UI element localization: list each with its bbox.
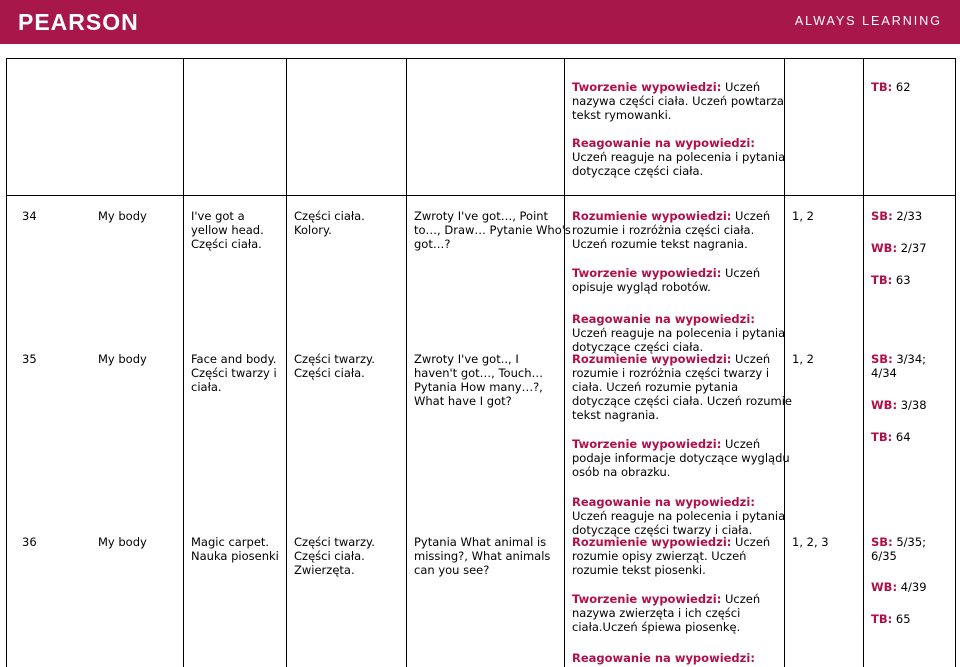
wb-ref: WB: 4/39 <box>871 580 927 594</box>
lesson-title: My body <box>98 209 147 223</box>
col-divider <box>564 58 565 667</box>
tworzenie-block: Tworzenie wypowiedzi: Uczeń opisuje wygląd robotów. <box>572 266 761 294</box>
line: Uczeń <box>724 80 761 94</box>
reagowanie-block: Reagowanie na wypowiedzi: Uczeń reaguje na polecenia i pytania dotyczące części twarzy i ciała. <box>572 495 786 537</box>
line: podaje informacje dotyczące wyglądu <box>572 451 790 465</box>
structure-line: Pytania What animal is <box>414 535 547 549</box>
structure-line: Zwroty I've got…, Point <box>414 209 549 223</box>
structure-line: to…, Draw… Pytanie Who's <box>414 223 571 237</box>
structure-line: missing?, What animals <box>414 549 551 563</box>
lesson-number: 36 <box>22 535 37 549</box>
tagline: ALWAYS LEARNING <box>794 14 942 28</box>
skills: 1, 2 <box>792 352 814 366</box>
reagowanie-label: Reagowanie na wypowiedzi <box>572 312 751 326</box>
vocab-line: Części twarzy. <box>294 352 375 366</box>
topic-line: Face and body. <box>191 352 277 366</box>
row-divider <box>6 195 956 196</box>
sb-value: 2/33 <box>896 209 923 223</box>
lesson-topic <box>191 535 279 563</box>
structure-line: got…? <box>414 237 451 251</box>
tb-ref: TB: 64 <box>871 430 911 444</box>
line: dotyczące części ciała. Uczeń rozumie <box>572 394 793 408</box>
line: Uczeń <box>735 535 771 549</box>
tb-value: 65 <box>895 612 911 626</box>
tb-label: TB <box>871 430 888 444</box>
topic-line: I've got a <box>191 209 245 223</box>
tb-label: TB <box>871 80 888 94</box>
tb-value: 64 <box>895 430 911 444</box>
tworzenie-block: Tworzenie wypowiedzi: Uczeń podaje informacje dotyczące wyglądu osób na obrazku. <box>572 437 790 479</box>
tb-ref: TB: 65 <box>871 612 911 626</box>
structure-line: haven't got…, Touch… <box>414 366 543 380</box>
lesson-vocab <box>294 209 365 237</box>
tworzenie-label: Tworzenie wypowiedzi <box>572 266 717 280</box>
pearson-logo: PEARSON <box>18 9 139 35</box>
wb-label: WB <box>871 580 893 594</box>
structure-line: Zwroty I've got.., I <box>414 352 519 366</box>
line: Uczeń reaguje na polecenia i pytania <box>572 150 786 164</box>
line: ciała.Uczeń śpiewa piosenkę. <box>572 620 741 634</box>
reagowanie-block: Reagowanie na wypowiedzi: <box>572 651 755 665</box>
wb-value: 3/38 <box>900 398 927 412</box>
tb-label: TB <box>871 612 888 626</box>
line: dotyczące części twarzy i ciała. <box>572 523 753 537</box>
lesson-topic <box>191 209 264 251</box>
topic-line: yellow head. <box>191 223 264 237</box>
vocab-line: Części ciała. <box>294 549 365 563</box>
sb-ref: SB: 3/34; 4/34 <box>871 352 927 380</box>
tworzenie-label: Tworzenie wypowiedzi <box>572 592 717 606</box>
wb-label: WB <box>871 241 893 255</box>
wb-ref: WB: 3/38 <box>871 398 927 412</box>
table-top-border <box>6 58 956 59</box>
tb-value: 63 <box>895 273 911 287</box>
structure-line: What have I got? <box>414 394 512 408</box>
lesson-structures <box>414 209 571 251</box>
tb-label: TB <box>871 273 888 287</box>
tworzenie-label: Tworzenie wypowiedzi <box>572 437 717 451</box>
lesson-topic <box>191 352 277 394</box>
line: nazywa części ciała. Uczeń powtarza <box>572 94 784 108</box>
vocab-line: Części ciała. <box>294 209 365 223</box>
col-divider <box>863 58 864 667</box>
lesson-structures <box>414 535 550 577</box>
line: Uczeń <box>724 266 761 280</box>
skills: 1, 2 <box>792 209 814 223</box>
top-tb: TB: 62 <box>871 80 911 94</box>
reagowanie-block: Reagowanie na wypowiedzi: Uczeń reaguje na polecenia i pytania dotyczące części ciała. <box>572 312 786 354</box>
topic-line: Magic carpet. <box>191 535 270 549</box>
lesson-vocab <box>294 352 375 380</box>
reagowanie-label: Reagowanie na wypowiedzi <box>572 495 751 509</box>
line: Uczeń rozumie tekst nagrania. <box>572 237 748 251</box>
line: ciała. Uczeń rozumie pytania <box>572 380 739 394</box>
line: Uczeń reaguje na polecenia i pytania <box>572 326 786 340</box>
topic-line: Części ciała. <box>191 237 262 251</box>
tworzenie-label: Tworzenie wypowiedzi <box>572 80 717 94</box>
rozumienie-block: Rozumienie wypowiedzi: Uczeń rozumie i rozróżnia części ciała. Uczeń rozumie tekst nagrania. <box>572 209 771 251</box>
rozumienie-label: Rozumienie wypowiedzi <box>572 352 727 366</box>
rozumienie-block: Rozumienie wypowiedzi: Uczeń rozumie i rozróżnia części twarzy i ciała. Uczeń rozumie pytania dotyczące części ciała. Uczeń rozumie tekst nagrania. <box>572 352 793 422</box>
line: rozumie tekst piosenki. <box>572 563 706 577</box>
sb-value: 3/34; <box>896 352 927 366</box>
wb-label: WB <box>871 398 893 412</box>
vocab-line: Części ciała. <box>294 366 365 380</box>
line: rozumie i rozróżnia części twarzy i <box>572 366 770 380</box>
structure-line: Pytania How many…?, <box>414 380 543 394</box>
vocab-line: Części twarzy. <box>294 535 375 549</box>
wb-value: 4/39 <box>900 580 927 594</box>
line: tekst rymowanki. <box>572 108 672 122</box>
line: Uczeń <box>724 437 761 451</box>
structure-line: can you see? <box>414 563 490 577</box>
rozumienie-block: Rozumienie wypowiedzi: Uczeń rozumie opisy zwierząt. Uczeń rozumie tekst piosenki. <box>572 535 771 577</box>
skills: 1, 2, 3 <box>792 535 829 549</box>
sb-value: 6/35 <box>871 549 897 563</box>
wb-value: 2/37 <box>900 241 927 255</box>
lesson-vocab <box>294 535 375 577</box>
vocab-line: Kolory. <box>294 223 332 237</box>
topic-line: Części twarzy i <box>191 366 277 380</box>
topic-line: ciała. <box>191 380 222 394</box>
line: osób na obrazku. <box>572 465 671 479</box>
lesson-number: 35 <box>22 352 37 366</box>
tworzenie-block: Tworzenie wypowiedzi: Uczeń nazywa zwierzęta i ich części ciała.Uczeń śpiewa piosenkę. <box>572 592 761 634</box>
line: rozumie i rozróżnia części ciała. <box>572 223 755 237</box>
line: opisuje wygląd robotów. <box>572 280 711 294</box>
line: nazywa zwierzęta i ich części <box>572 606 741 620</box>
sb-value: 4/34 <box>871 366 897 380</box>
sb-label: SB <box>871 352 889 366</box>
top-reagowanie: Reagowanie na wypowiedzi: Uczeń reaguje na polecenia i pytania dotyczące części ciała. <box>572 136 786 178</box>
line: Uczeń reaguje na polecenia i pytania <box>572 509 786 523</box>
sb-value: 5/35; <box>896 535 927 549</box>
sb-label: SB <box>871 209 889 223</box>
rozumienie-label: Rozumienie wypowiedzi <box>572 535 727 549</box>
line: Uczeń <box>735 352 771 366</box>
line: dotyczące części ciała. <box>572 340 704 354</box>
line: dotyczące części ciała. <box>572 164 704 178</box>
tb-value: 62 <box>895 80 911 94</box>
lesson-structures <box>414 352 543 408</box>
col-divider <box>6 58 7 667</box>
topic-line: Nauka piosenki <box>191 549 279 563</box>
line: Uczeń <box>724 592 761 606</box>
rozumienie-label: Rozumienie wypowiedzi <box>572 209 727 223</box>
col-divider <box>955 58 956 667</box>
vocab-line: Zwierzęta. <box>294 563 355 577</box>
reagowanie-label: Reagowanie na wypowiedzi <box>572 136 751 150</box>
reagowanie-label: Reagowanie na wypowiedzi <box>572 651 751 665</box>
wb-ref: WB: 2/37 <box>871 241 927 255</box>
line: tekst nagrania. <box>572 408 659 422</box>
tb-ref: TB: 63 <box>871 273 911 287</box>
line: rozumie opisy zwierząt. Uczeń <box>572 549 747 563</box>
col-divider <box>286 58 287 667</box>
sb-ref: SB: 5/35; 6/35 <box>871 535 927 563</box>
line: Uczeń <box>735 209 771 223</box>
lesson-title: My body <box>98 352 147 366</box>
sb-ref: SB: 2/33 <box>871 209 923 223</box>
lesson-number: 34 <box>22 209 37 223</box>
col-divider <box>183 58 184 667</box>
sb-label: SB <box>871 535 889 549</box>
lesson-title: My body <box>98 535 147 549</box>
col-divider <box>406 58 407 667</box>
top-tworzenie: Tworzenie wypowiedzi: Uczeń nazywa części ciała. Uczeń powtarza tekst rymowanki. <box>572 80 784 122</box>
